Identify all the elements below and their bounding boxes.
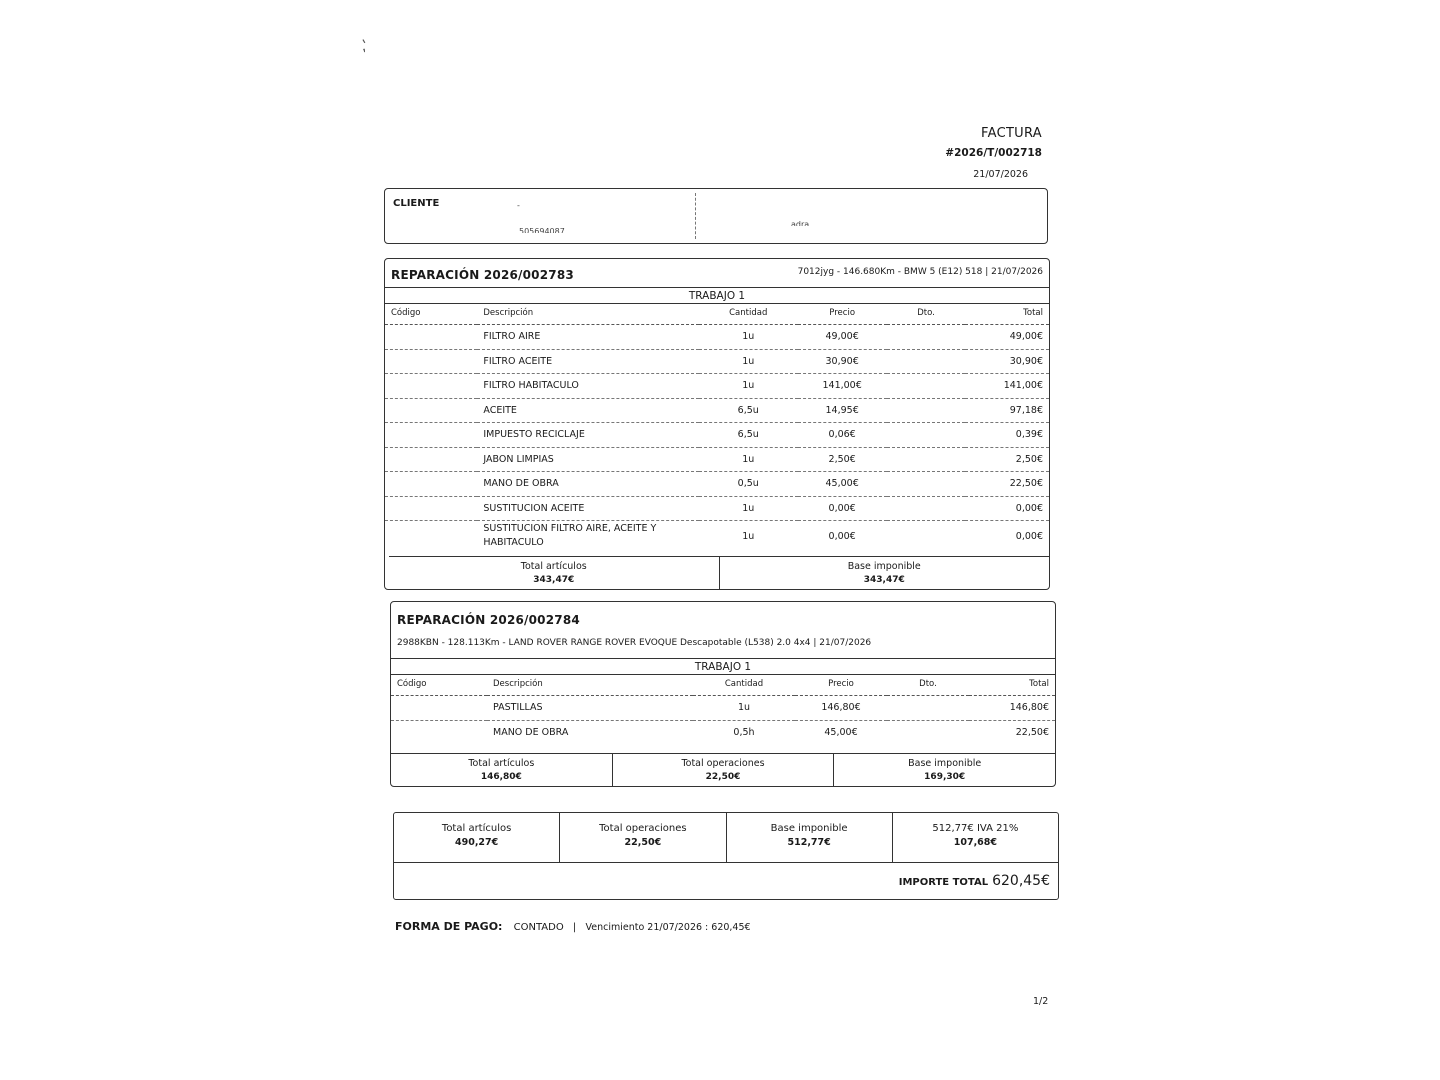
line-desc: PASTILLAS (487, 696, 693, 721)
summary-row (394, 813, 1058, 863)
repair-head (385, 259, 1049, 288)
col-price: Precio (798, 304, 887, 325)
totals-label: Total artículos (468, 758, 535, 769)
col-dto: Dto. (887, 675, 969, 696)
totals-value: 343,47€ (863, 575, 905, 585)
client-label: CLIENTE (393, 198, 440, 209)
line-price: 0,00€ (798, 496, 887, 521)
repair-title: REPARACIÓN 2026/002783 (391, 268, 574, 282)
col-code: Código (385, 304, 477, 325)
totals-cell (612, 754, 834, 786)
line-price: 45,00€ (824, 726, 858, 738)
line-total: 2,50€ (965, 447, 1049, 472)
trabajo-label: TRABAJO 1 (385, 288, 1049, 304)
totals-cell (833, 754, 1055, 786)
line-price: 2,50€ (798, 447, 887, 472)
col-desc: Descripción (477, 304, 699, 325)
totals-label: Total artículos (520, 561, 587, 572)
table-row (385, 521, 1049, 552)
col-desc: Descripción (487, 675, 693, 696)
summary-label: Total artículos (441, 823, 512, 834)
line-desc: FILTRO HABITACULO (477, 374, 699, 399)
repair-block-2 (390, 601, 1056, 787)
line-qty: 0,5h (733, 726, 755, 738)
totals-label: Base imponible (847, 561, 921, 572)
col-qty: Cantidad (699, 304, 798, 325)
table-header-row (391, 675, 1055, 696)
line-desc: MANO DE OBRA (477, 472, 699, 497)
line-desc: MANO DE OBRA (493, 726, 569, 738)
line-total: 0,00€ (965, 496, 1049, 521)
client-fragment-right: adra (791, 220, 810, 226)
col-price: Precio (795, 675, 887, 696)
line-desc: IMPUESTO RECICLAJE (477, 423, 699, 448)
line-qty: 1u (699, 374, 798, 399)
table-header-row (385, 304, 1049, 325)
table-row (391, 720, 1055, 744)
totals-label: Base imponible (908, 758, 982, 769)
summary-cell (892, 813, 1058, 862)
summary-label: 512,77€ IVA 21% (932, 823, 1019, 834)
line-total: 146,80€ (969, 696, 1055, 721)
payment-label: FORMA DE PAGO: (395, 920, 503, 933)
doc-type: FACTURA (981, 126, 1042, 141)
grand-total-label: IMPORTE TOTAL (898, 877, 989, 888)
line-total: 97,18€ (965, 398, 1049, 423)
grand-total-amount: 620,45€ (992, 873, 1050, 889)
table-row (385, 349, 1049, 374)
line-price: 146,80€ (795, 696, 887, 721)
line-price: 45,00€ (798, 472, 887, 497)
payment-method: CONTADO (513, 922, 564, 933)
repair-totals (391, 753, 1055, 786)
line-qty: 1u (699, 447, 798, 472)
table-row (385, 472, 1049, 497)
payment-separator: | (572, 922, 577, 933)
vehicle-info: 7012jyg - 146.680Km - BMW 5 (E12) 518 | 21/07/2026 (797, 267, 1043, 277)
line-total: 0,00€ (1015, 530, 1043, 542)
line-price: 49,00€ (798, 325, 887, 350)
client-box (384, 188, 1048, 244)
totals-cell (719, 557, 1050, 589)
totals-cell (389, 557, 719, 589)
line-qty: 6,5u (699, 423, 798, 448)
grand-total (899, 873, 1050, 889)
line-qty: 6,5u (699, 398, 798, 423)
payment-due: Vencimiento 21/07/2026 : 620,45€ (585, 922, 751, 933)
summary-value: 512,77€ (787, 837, 831, 848)
line-price: 0,06€ (798, 423, 887, 448)
line-price: 14,95€ (798, 398, 887, 423)
client-fragment-left: - (517, 201, 520, 210)
line-price: 141,00€ (798, 374, 887, 399)
doc-date: 21/07/2026 (973, 169, 1028, 180)
line-total: 30,90€ (965, 349, 1049, 374)
repair-head (391, 602, 1055, 659)
line-qty: 1u (699, 496, 798, 521)
line-total: 22,50€ (965, 472, 1049, 497)
doc-number: #2026/T/002718 (945, 147, 1042, 159)
totals-value: 22,50€ (705, 772, 741, 782)
line-price: 30,90€ (798, 349, 887, 374)
line-desc: FILTRO ACEITE (477, 349, 699, 374)
line-price: 0,00€ (828, 530, 856, 542)
trabajo-label: TRABAJO 1 (391, 659, 1055, 675)
line-qty: 1u (699, 349, 798, 374)
summary-value: 490,27€ (454, 837, 499, 848)
client-divider (695, 193, 696, 239)
table-row (385, 423, 1049, 448)
summary-value: 107,68€ (953, 837, 998, 848)
col-dto: Dto. (887, 304, 966, 325)
line-desc: JABON LIMPIAS (477, 447, 699, 472)
line-qty: 1u (742, 530, 755, 542)
col-qty: Cantidad (693, 675, 795, 696)
summary-cell (559, 813, 725, 862)
line-total: 49,00€ (965, 325, 1049, 350)
summary-cell (726, 813, 892, 862)
line-total: 22,50€ (1015, 726, 1049, 738)
repair-totals (389, 556, 1049, 589)
scan-mark: ,' (356, 36, 372, 56)
line-items-table (391, 675, 1055, 744)
line-desc: SUSTITUCION ACEITE (477, 496, 699, 521)
line-total: 0,39€ (965, 423, 1049, 448)
summary-label: Total operaciones (599, 823, 687, 834)
table-row (385, 374, 1049, 399)
summary-label: Base imponible (770, 823, 848, 834)
vehicle-info: 2988KBN - 128.113Km - LAND ROVER RANGE ROVER EVOQUE Descapotable (L538) 2.0 4x4 | 21/07/2026 (397, 638, 872, 648)
line-qty: 0,5u (699, 472, 798, 497)
totals-value: 343,47€ (533, 575, 575, 585)
line-qty: 1u (693, 696, 795, 721)
totals-value: 169,30€ (924, 772, 966, 782)
invoice-summary (393, 812, 1059, 900)
totals-label: Total operaciones (681, 758, 765, 769)
col-total: Total (969, 675, 1055, 696)
page-number: 1/2 (1033, 996, 1049, 1007)
col-code: Código (391, 675, 487, 696)
summary-value: 22,50€ (624, 837, 662, 848)
repair-title: REPARACIÓN 2026/002784 (397, 613, 580, 627)
line-desc: ACEITE (477, 398, 699, 423)
line-desc: SUSTITUCION FILTRO AIRE, ACEITE Y HABITACULO (483, 523, 657, 548)
line-items-table (385, 304, 1049, 551)
payment-info (395, 920, 751, 933)
summary-cell (394, 813, 559, 862)
line-desc: FILTRO AIRE (477, 325, 699, 350)
col-total: Total (965, 304, 1049, 325)
line-qty: 1u (699, 325, 798, 350)
repair-block-1 (384, 258, 1050, 590)
totals-cell (391, 754, 612, 786)
totals-value: 146,80€ (480, 772, 522, 782)
invoice-header (945, 126, 1042, 180)
line-total: 141,00€ (965, 374, 1049, 399)
table-row (385, 398, 1049, 423)
table-row (385, 496, 1049, 521)
table-row (385, 447, 1049, 472)
client-phone-fragment: 505694087 (519, 227, 565, 233)
table-row (385, 325, 1049, 350)
table-row (391, 696, 1055, 721)
